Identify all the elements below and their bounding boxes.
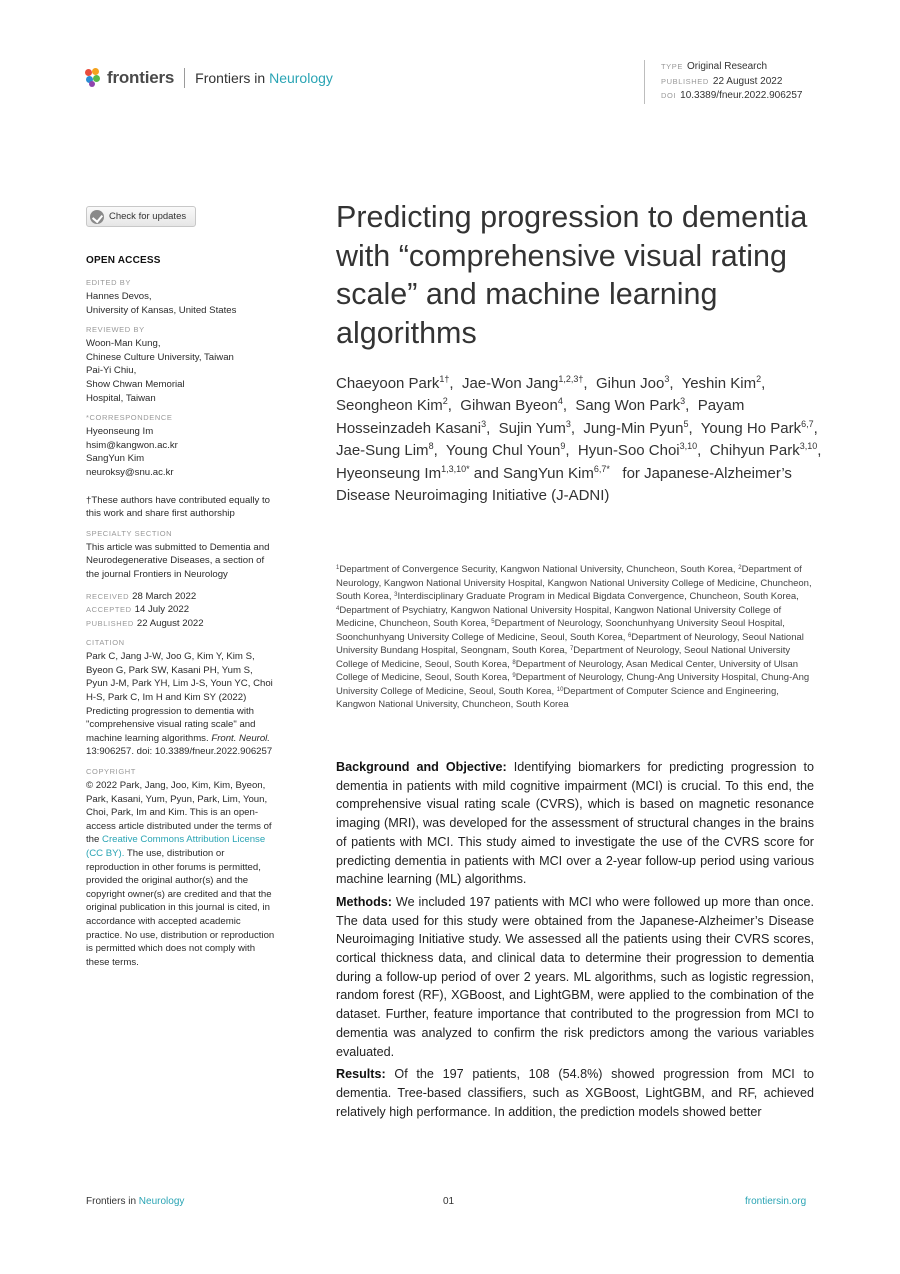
affiliation-number: 6 — [628, 632, 632, 639]
affiliation-number: 3 — [394, 592, 398, 598]
author-name[interactable]: Gihun Joo — [595, 375, 665, 392]
affiliation-text: Department of Neurology, Soonchunhyang University Seoul Hospital, Soonchunhyang University College of Medicine, Seoul, South Korea, — [336, 618, 785, 643]
author-affiliation-marker: 2 — [442, 396, 448, 407]
open-access-label: OPEN ACCESS — [86, 255, 161, 266]
author-name[interactable]: Jae-Sung Lim — [336, 442, 429, 460]
edited-by-section: EDITED BY Hannes Devos, University of Kansas, United States — [86, 278, 237, 316]
license-link[interactable]: Creative Commons Attribution License (CC BY). — [86, 834, 266, 859]
check-icon — [90, 210, 104, 224]
affiliation-number: 8 — [512, 659, 516, 666]
author-affiliation-marker: 3 — [680, 396, 686, 407]
affiliation-text: Department of Neurology, Chung-Ang University Hospital, Chung-Ang University College of Medicine, Seoul, South Korea, — [336, 672, 810, 697]
author-name[interactable]: Hyun-Soo Choi — [577, 442, 680, 460]
author-name[interactable]: SangYun Kim — [502, 464, 594, 482]
frontiers-logo[interactable] — [85, 66, 333, 90]
author-name[interactable]: Young Chul Youn — [445, 442, 561, 460]
affiliation-text: Department of Neurology, Kangwon National University Hospital, Kangwon National University College of Medicine, Chuncheon, South Korea, — [336, 564, 812, 602]
article-published: PUBLISHED 22 August 2022 — [661, 75, 783, 87]
email-link[interactable]: neuroksy@snu.ac.kr — [86, 466, 174, 478]
author-name[interactable]: Payam Hosseinzadeh Kasani — [336, 397, 745, 437]
abstract-methods: Methods: We included 197 patients with MCI who were followed up more than once. The data used for this study were obtained from the Japanese-Alzheimer’s Disease Neuroimaging Initiative study. We assessed all the patients using their CVRS scores, cortical thickness data, and clinical data to determine their progression to dementia during a follow-up period of over 2 years. ML algorithms, such as logistic regression, random forest (RF), XGBoost, and LightGBM, were applied to the combination of the dataset. Further, feature importance that contributed to the progression from MCI to dementia was analyzed to confirm the risk predictors among the various variables evaluated. — [336, 894, 815, 1059]
affiliation-number: 9 — [512, 673, 516, 679]
logo-divider — [184, 68, 185, 88]
journal-name: Frontiers in Neurology — [195, 70, 333, 86]
consortium: for Japanese-Alzheimer’s Disease Neuroimaging Initiative (J-ADNI) — [336, 464, 792, 505]
affiliations — [336, 563, 816, 712]
reviewed-by-section: REVIEWED BY Woon-Man Kung, Chinese Culture University, Taiwan Pai-Yi Chiu, Show Chwan Memorial Hospital, Taiwan — [86, 325, 234, 404]
affiliation-number: 1 — [336, 565, 340, 571]
affiliation-text: Department of Neurology, Asan Medical Center, University of Ulsan College of Medicine, Seoul, South Korea, — [336, 658, 799, 683]
author-affiliation-marker: 5 — [683, 418, 689, 429]
affiliation-number: 10 — [556, 686, 564, 693]
article-meta — [644, 60, 802, 104]
author-affiliation-marker: 3,10 — [799, 441, 818, 452]
citation-section: CITATION Park C, Jang J-W, Joo G, Kim Y, Kim S, Byeon G, Park SW, Kasani PH, Yum S, Pyun J-M, Park YH, Lim J-S, Youn YC, Choi H-S, Park C, Im H and Kim SY (2022) Predicting progression to dementia with "comprehensive visual rating scale" and machine learning algorithms. Front. Neurol. 13:906257. doi: 10.3389/fneur.2022.906257 — [86, 638, 273, 758]
email-link[interactable]: hsim@kangwon.ac.kr — [86, 439, 178, 451]
author-name[interactable]: Sujin Yum — [498, 419, 566, 437]
author-name[interactable]: Jae-Won Jang — [461, 375, 559, 392]
author-affiliation-marker: 1† — [439, 374, 450, 384]
page-number: 01 — [443, 1196, 455, 1207]
author-affiliation-marker: 1,2,3† — [558, 374, 584, 384]
author-name[interactable]: Hyeonseung Im — [336, 464, 442, 482]
sidebar — [86, 255, 276, 977]
footer-journal: Frontiers in Neurology — [86, 1196, 185, 1207]
affiliation-text: Interdisciplinary Graduate Program in Medical Bigdata Convergence, Chuncheon, South Korea, — [397, 591, 799, 602]
footer-site-link[interactable]: frontiersin.org — [745, 1196, 807, 1207]
author-name[interactable]: Young Ho Park — [700, 419, 802, 437]
author-affiliation-marker: 8 — [428, 441, 434, 452]
contribution-note: †These authors have contributed equally to this work and share first authorship — [86, 494, 271, 520]
author-name[interactable]: Yeshin Kim — [681, 375, 757, 392]
affiliation-number: 2 — [738, 565, 742, 571]
author-affiliation-marker: 3,10 — [679, 441, 698, 452]
check-updates-label: Check for updates — [109, 211, 187, 222]
author-name[interactable]: Seongheon Kim — [336, 397, 443, 415]
copyright-section: COPYRIGHT © 2022 Park, Jang, Joo, Kim, Kim, Byeon, Park, Kasani, Yum, Pyun, Park, Lim, Youn, Choi, Park, Im and Kim. This is an open-access article distributed under the terms of the Creative Commons Attribution License (CC BY). The use, distribution or reproduction in other forums is permitted, provided the original author(s) and the copyright owner(s) are credited and that the original publication in this journal is cited, in accordance with accepted academic practice. No use, distribution or reproduction is permitted which does not comply with these terms. — [86, 767, 275, 968]
affiliation-number: 7 — [569, 646, 574, 652]
dates-section: RECEIVED 28 March 2022 ACCEPTED 14 July 2022 PUBLISHED 22 August 2022 — [86, 590, 204, 629]
check-for-updates-button[interactable] — [86, 206, 196, 227]
author-name[interactable]: Chihyun Park — [709, 442, 800, 460]
correspondence-section: *CORRESPONDENCE Hyeonseung Im hsim@kangwon.ac.kr SangYun Kim neuroksy@snu.ac.kr — [86, 413, 276, 479]
specialty-section: SPECIALTY SECTION This article was submitted to Dementia and Neurodegenerative Diseases, a section of the journal Frontiers in Neurology — [86, 528, 270, 580]
author-name[interactable]: Chaeyoon Park — [336, 375, 440, 392]
affiliation-number: 5 — [491, 619, 495, 625]
affiliation-text: Department of Psychiatry, Kangwon National University Hospital, Kangwon National University College of Medicine, Chuncheon, South Korea, — [336, 604, 782, 629]
article-doi: DOI 10.3389/fneur.2022.906257 — [661, 90, 803, 101]
author-affiliation-marker: 3 — [664, 374, 670, 384]
affiliation-number: 4 — [336, 605, 340, 612]
author-name[interactable]: Sang Won Park — [575, 397, 681, 415]
author-affiliation-marker: 9 — [560, 441, 566, 452]
author-affiliation-marker: 4 — [557, 396, 563, 407]
author-name[interactable]: Gihwan Byeon — [460, 397, 558, 415]
author-name[interactable]: Jung-Min Pyun — [583, 419, 684, 437]
abstract-results: Results: Of the 197 patients, 108 (54.8%) showed progression from MCI to dementia. Tree-based classifiers, such as XGBoost, LightGBM, and RF, achieved relatively high performance. In addition, the prediction models showed better — [336, 1067, 815, 1119]
affiliation-text: Department of Computer Science and Engineering, Kangwon National University, Chuncheon, South Korea — [336, 685, 779, 710]
brand-name: frontiers — [107, 68, 175, 87]
author-affiliation-marker: 1,3,10* — [441, 463, 470, 474]
abstract-background: Background and Objective: Identifying biomarkers for predicting progression to dementia in patients with mild cognitive impairment (MCI) is crucial. To this end, the comprehensive visual rating scale (CVRS), which is based on magnetic resonance imaging (MRI), was developed for the assessment of structural changes in the brains of patients with MCI. This study aimed to investigate the use of the CVRS score for predicting dementia in patients with MCI over a 2-year follow-up period using various machine learning (ML) algorithms. — [336, 760, 814, 887]
author-affiliation-marker: 6,7* — [593, 463, 610, 474]
affiliation-text: Department of Neurology, Seoul National University College of Medicine, Seoul, South Korea, — [336, 645, 791, 670]
author-affiliation-marker: 2 — [756, 374, 762, 384]
affiliation-text: Department of Neurology, Seoul National University Bundang Hospital, Seongnam, South Korea, — [336, 631, 804, 656]
frontiers-logo-icon — [85, 68, 103, 88]
author-affiliation-marker: 3 — [481, 418, 487, 429]
abstract — [336, 758, 814, 1125]
article-type: TYPE Original Research — [661, 61, 768, 72]
affiliation-text: Department of Convergence Security, Kangwon National University, Chuncheon, South Korea, — [339, 564, 736, 575]
author-affiliation-marker: 3 — [565, 418, 571, 429]
article-title: Predicting progression to dementia with “comprehensive visual rating scale” and machine learning algorithms — [336, 200, 808, 350]
author-list: Chaeyoon Park$^{1\dagger}$, Jae-Won Jang$^{1,2,3\dagger}$, Gihun Joo$^3$, Yeshin Kim$^2$, Seongheon Kim$^2$, Gihwan Byeon$^4$, Sang Won Park$^3$, Payam Hosseinzadeh Kasani$^3$, Sujin Yum$^3$, Jung-Min Pyun$^5$, Young Ho Park$^{6,7}$, Jae-Sung Lim$^8$, Young Chul Youn$^9$, Hyun-Soo Choi$^{3,10}$, Chihyun Park$^{3,10}$, Hyeonseung $Im^{1,3,10*}$ and SangYun Kim$^{6,7*}$ for Japanese-Alzheimer’s Disease Neuroimaging Initiative (J-ADNI) — [336, 374, 826, 505]
author-affiliation-marker: 6,7 — [801, 418, 814, 429]
